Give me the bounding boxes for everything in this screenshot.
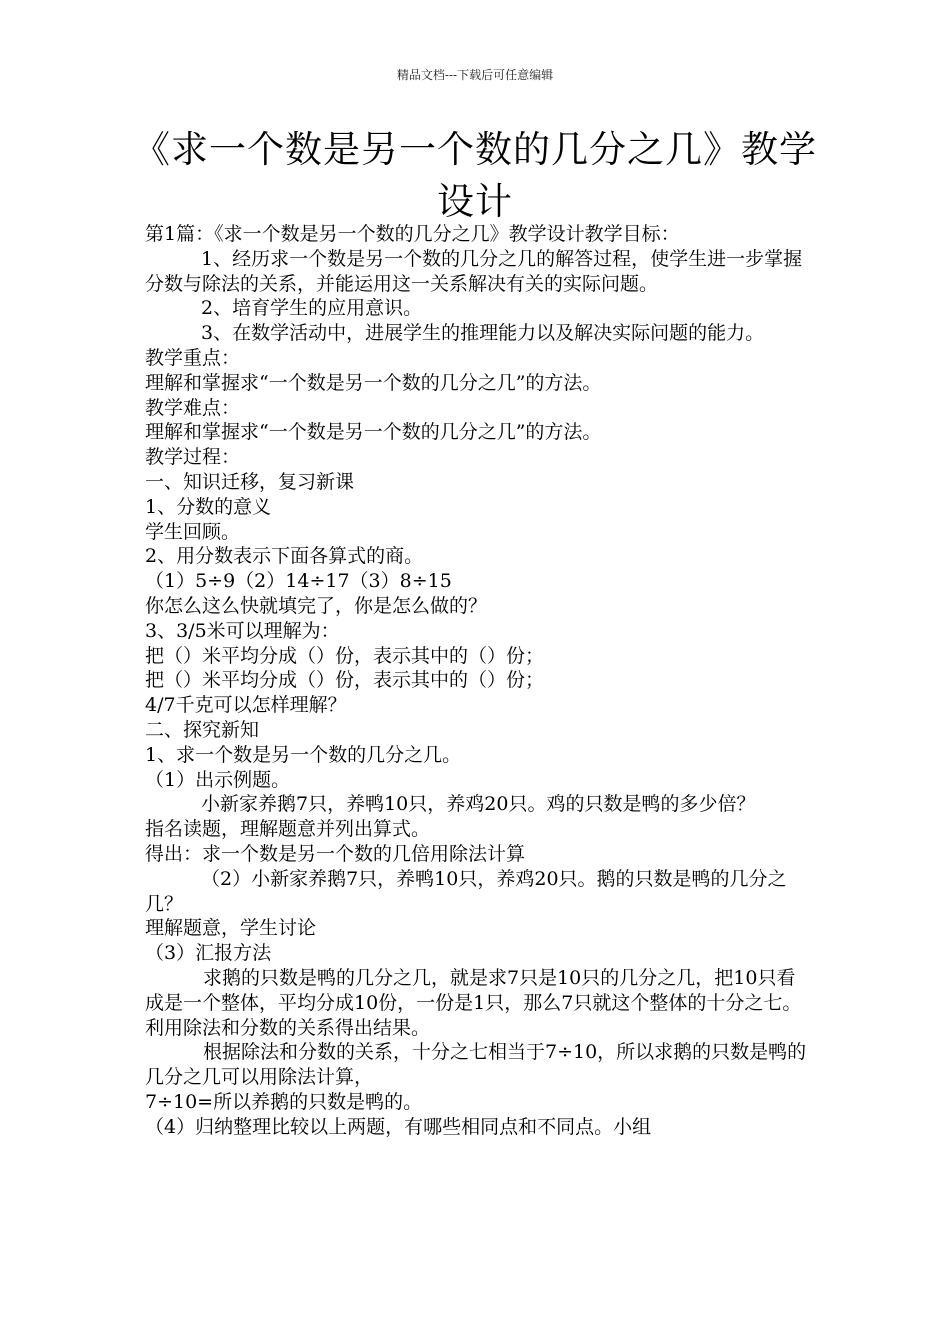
list-item: 3、3/5米可以理解为： bbox=[145, 619, 340, 642]
document-title: 《求一个数是另一个数的几分之几》教学设计 bbox=[133, 128, 817, 223]
list-item: 你怎么这么快就填完了，你是怎么做的？ bbox=[145, 594, 488, 617]
objective-2: 2、培育学生的应用意识。 bbox=[201, 297, 423, 320]
list-item: （1）5÷9（2）14÷17（3）8÷15 bbox=[145, 570, 452, 593]
list-item: 把（）米平均分成（）份，表示其中的（）份； bbox=[145, 644, 545, 667]
section-heading: 第1篇：《求一个数是另一个数的几分之几》教学设计教学目标： bbox=[145, 223, 680, 245]
list-item: 7÷10=所以养鹅的只数是鸭的。 bbox=[145, 1090, 423, 1113]
example-problem-2: （2）小新家养鹅7只，养鸭10只，养鸡20只。鹅的只数是鸭的几分之几？ bbox=[145, 867, 787, 915]
list-item: 学生回顾。 bbox=[145, 520, 241, 543]
part-two-heading: 二、探究新知 bbox=[145, 718, 260, 741]
list-item: 得出：求一个数是另一个数的几倍用除法计算 bbox=[145, 842, 526, 865]
process-label: 教学过程： bbox=[145, 446, 241, 469]
list-item: 2、用分数表示下面各算式的商。 bbox=[145, 545, 424, 568]
list-item: 4/7千克可以怎样理解？ bbox=[145, 694, 347, 717]
list-item: 把（）米平均分成（）份，表示其中的（）份； bbox=[145, 669, 545, 692]
list-item: （3）汇报方法 bbox=[145, 942, 272, 965]
list-item: （1）出示例题。 bbox=[145, 768, 291, 791]
example-problem: 小新家养鹅7只，养鸭10只，养鸡20只。鸡的只数是鸭的多少倍？ bbox=[201, 793, 756, 816]
list-item: 指名读题，理解题意并列出算式。 bbox=[145, 818, 431, 841]
document-body bbox=[145, 222, 810, 1139]
key-points-text: 理解和掌握求“一个数是另一个数的几分之几”的方法。 bbox=[145, 371, 602, 394]
explanation-paragraph: 根据除法和分数的关系，十分之七相当于7÷10，所以求鹅的只数是鸭的几分之几可以用除法计算， bbox=[145, 1041, 807, 1089]
difficulty-label: 教学难点： bbox=[145, 396, 241, 419]
objective-3: 3、在数学活动中，进展学生的推理能力以及解决实际问题的能力。 bbox=[201, 322, 765, 345]
part-one-heading: 一、知识迁移，复习新课 bbox=[145, 470, 355, 493]
objective-1: 1、经历求一个数是另一个数的几分之几的解答过程，使学生进一步掌握分数与除法的关系，并能运用这一关系解决有关的实际问题。 bbox=[145, 247, 803, 295]
list-item: 1、求一个数是另一个数的几分之几。 bbox=[145, 743, 462, 766]
list-item: 1、分数的意义 bbox=[145, 495, 272, 518]
list-item: 理解题意，学生讨论 bbox=[145, 917, 317, 940]
difficulty-text: 理解和掌握求“一个数是另一个数的几分之几”的方法。 bbox=[145, 421, 602, 444]
key-points-label: 教学重点： bbox=[145, 346, 241, 369]
list-item: （4）归纳整理比较以上两题，有哪些相同点和不同点。小组 bbox=[145, 1115, 652, 1138]
page-header: 精品文档---下载后可任意编辑 bbox=[396, 68, 554, 82]
explanation-paragraph: 求鹅的只数是鸭的几分之几，就是求7只是10只的几分之几，把10只看成是一个整体，平均分成10份，一份是1只，那么7只就这个整体的十分之七。利用除法和分数的关系得出结果。 bbox=[145, 966, 802, 1039]
